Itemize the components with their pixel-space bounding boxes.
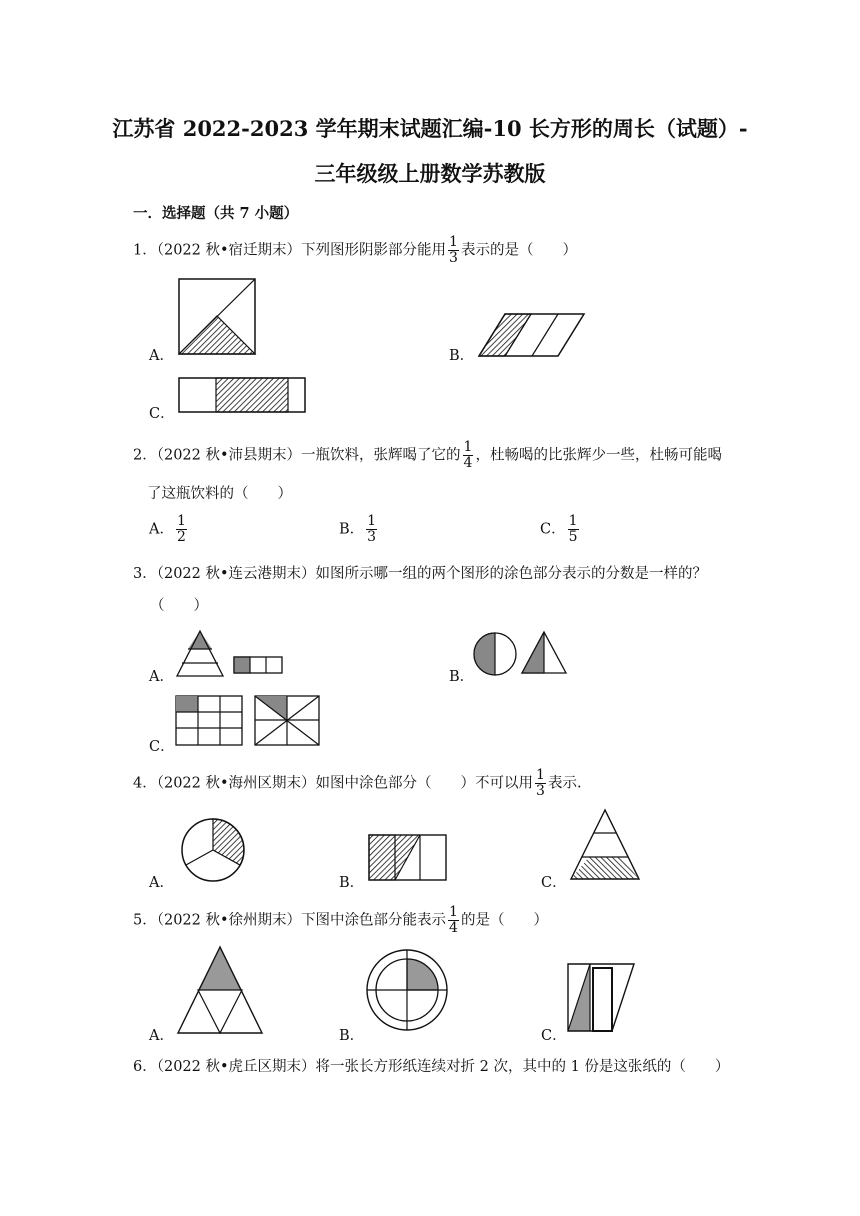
fraction: $\frac{1}{4}$ (463, 439, 473, 471)
q3-figure-b (473, 631, 569, 677)
fraction: $\frac{1}{3}$ (449, 234, 458, 266)
q1-figure-c (178, 377, 306, 413)
question-3: 3．（2022 秋•连云港期末）如图所示哪一组的两个图形的涂色部分表示的分数是一样的？ (133, 566, 708, 582)
q2-option-b[interactable]: B． $\frac{1}{3}$ (339, 513, 377, 545)
q5-figure-a (177, 946, 263, 1036)
question-5: 5．（2022 秋•徐州期末）下图中涂色部分能表示 $\frac{1}{4}$ 的是（ ） (133, 904, 548, 936)
section-heading: 一．选择题（共 7 小题） (133, 205, 299, 222)
q3-figure-a (176, 630, 286, 678)
q3-option-a[interactable]: A． (149, 669, 174, 685)
doc-title-line1: 江苏省 2022-2023 学年期末试题汇编-10 长方形的周长（试题）- (112, 116, 748, 141)
question-6: 6．（2022 秋•虎丘区期末）将一张长方形纸连续对折 2 次，其中的 1 份是这张纸的（ ） (133, 1059, 730, 1075)
q2-option-c[interactable]: C． $\frac{1}{5}$ (540, 513, 578, 545)
q4-figure-b (368, 834, 448, 882)
q5-option-b[interactable]: B． (339, 1028, 365, 1044)
doc-title-line2: 三年级级上册数学苏教版 (314, 161, 546, 186)
q5-option-c[interactable]: C． (541, 1028, 567, 1044)
q1-figure-a (178, 278, 258, 356)
q5-figure-c (566, 963, 636, 1033)
q3-option-b[interactable]: B． (449, 669, 475, 685)
question-2-line2: 了这瓶饮料的（ ） (147, 486, 292, 502)
question-3-line2: （ ） (150, 598, 208, 614)
q4-option-b[interactable]: B． (339, 875, 365, 891)
q1-option-c[interactable]: C． (149, 406, 175, 422)
question-4: 4．（2022 秋•海州区期末）如图中涂色部分（ ）不可以用 $\frac{1}{3}$ 表示. (133, 767, 582, 799)
fraction: $\frac{1}{4}$ (449, 904, 458, 936)
q1-option-a[interactable]: A． (149, 348, 174, 364)
q3-figure-c (175, 695, 321, 747)
q1-option-b[interactable]: B． (449, 348, 475, 364)
q2-option-a[interactable]: A． $\frac{1}{2}$ (149, 513, 186, 545)
fraction: $\frac{1}{3}$ (536, 767, 545, 799)
q4-figure-a (180, 817, 246, 883)
question-1: 1．（2022 秋•宿迁期末）下列图形阴影部分能用 $\frac{1}{3}$ 表示的是（ ） (133, 234, 577, 266)
q4-option-c[interactable]: C． (541, 875, 567, 891)
q1-figure-b (478, 313, 586, 357)
q4-option-a[interactable]: A． (149, 875, 174, 891)
q5-figure-b (365, 948, 449, 1032)
q5-option-a[interactable]: A． (149, 1028, 174, 1044)
q3-option-c[interactable]: C． (149, 739, 175, 755)
question-2: 2．（2022 秋•沛县期末）一瓶饮料，张辉喝了它的 $\frac{1}{4}$ ，杜畅喝的比张辉少一些，杜畅可能喝 (133, 439, 722, 471)
q4-figure-c (569, 809, 641, 881)
